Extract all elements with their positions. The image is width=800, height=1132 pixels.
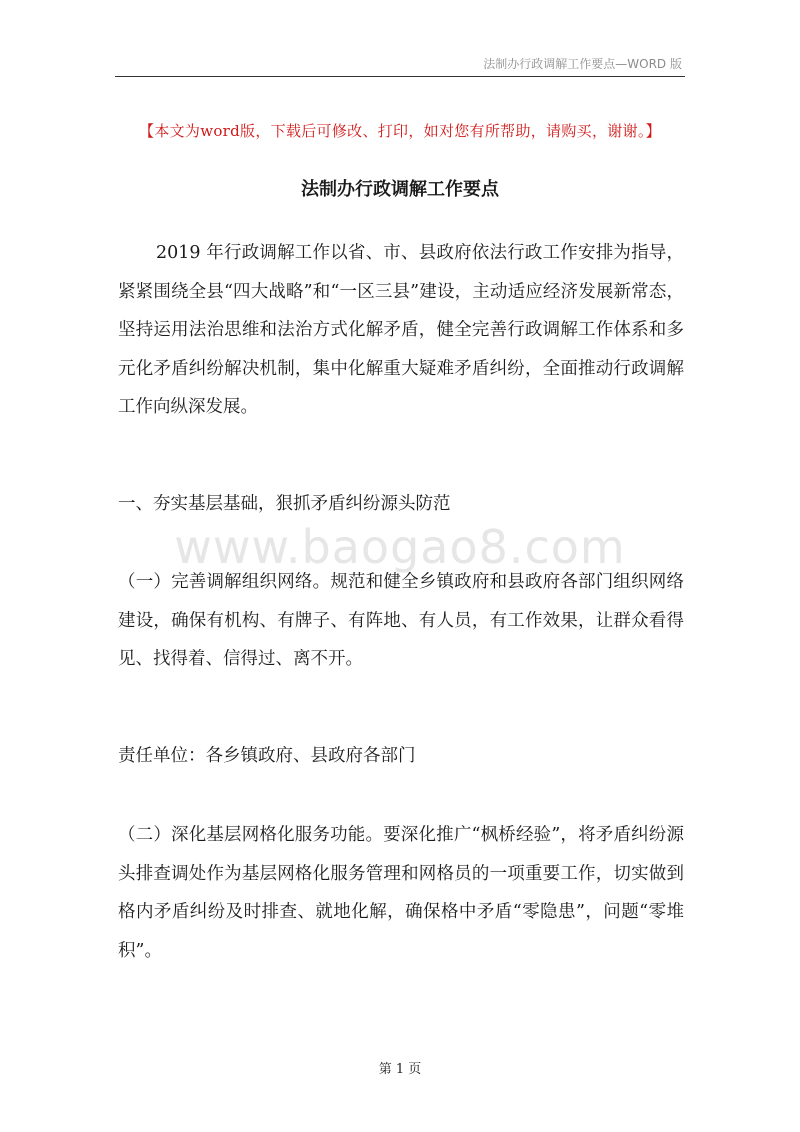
intro-paragraph: 2019 年行政调解工作以省、市、县政府依法行政工作安排为指导，紧紧围绕全县“四大战略”和“一区三县”建设，主动适应经济发展新常态，坚持运用法治思维和法治方式化解矛盾，健全完善行政调解工作体系和多元化矛盾纠纷解决机制，集中化解重大疑难矛盾纠纷，全面推动行政调解工作向纵深发展。 [118, 243, 684, 417]
page-number: 第 1 页 [378, 1062, 422, 1077]
responsibility-line: 责任单位：各乡镇政府、县政府各部门 [118, 746, 416, 766]
download-notice: 【本文为word版，下载后可修改、打印，如对您有所帮助，请购买，谢谢。】 [139, 122, 661, 140]
document-title: 法制办行政调解工作要点 [301, 179, 499, 200]
item-1-paragraph: （一）完善调解组织网络。规范和健全乡镇政府和县政府各部门组织网络建设，确保有机构、有牌子、有阵地、有人员，有工作效果，让群众看得见、找得着、信得过、离不开。 [118, 572, 684, 669]
item-2-paragraph: （二）深化基层网格化服务功能。要深化推广“枫桥经验”，将矛盾纠纷源头排查调处作为基层网格化服务管理和网格员的一项重要工作，切实做到格内矛盾纠纷及时排查、就地化解，确保格中矛盾“零隐患”，问题“零堆积”。 [118, 825, 684, 961]
header-divider [115, 76, 685, 77]
watermark: www.baogao8.com [174, 520, 626, 574]
section-heading-1: 一、夯实基层基础，狠抓矛盾纠纷源头防范 [118, 494, 451, 514]
running-header: 法制办行政调解工作要点—WORD 版 [483, 57, 682, 71]
